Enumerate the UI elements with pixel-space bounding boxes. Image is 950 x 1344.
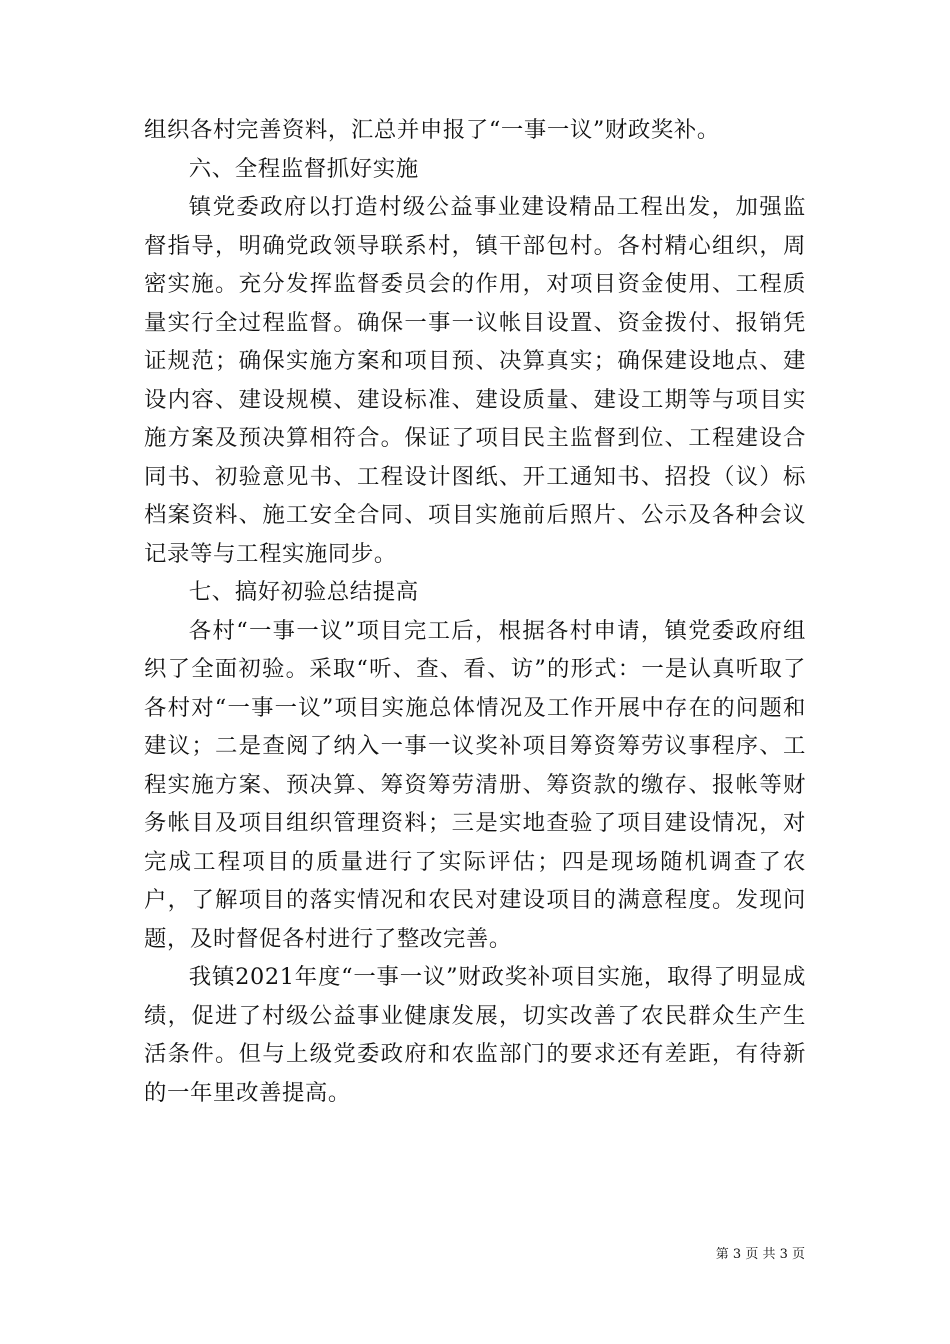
section-heading-6: 六、全程监督抓好实施 xyxy=(188,155,419,182)
paragraph-inspection: 各村“一事一议”项目完工后，根据各村申请，镇党委政府组织了全面初验。采取“听、查、看、访”的形式：一是认真听取了各村对“一事一议”项目实施总体情况及工作开展中存在的问题和建议；二是查阅了纳入一事一议奖补项目筹资筹劳议事程序、工程实施方案、预决算、筹资筹劳清册、筹资款的缴存、报帐等财务帐目及项目组织管理资料；三是实地查验了项目建设情况，对完成工程项目的质量进行了实际评估；四是现场随机调查了农户，了解项目的落实情况和农民对建设项目的满意程度。发现问题，及时督促各村进行了整改完善。 xyxy=(144,617,806,952)
section-heading-7: 七、搞好初验总结提高 xyxy=(188,579,419,605)
paragraph-conclusion: 我镇2021年度“一事一议”财政奖补项目实施，取得了明显成绩，促进了村级公益事业健康发展，切实改善了农民群众生产生活条件。但与上级党委政府和农监部门的要求还有差距，有待新的一年里改善提高。 xyxy=(144,964,806,1106)
document-body xyxy=(144,111,806,1112)
paragraph-continuation: 组织各村完善资料，汇总并申报了“一事一议”财政奖补。 xyxy=(144,117,720,143)
page-number: 第 3 页 共 3 页 xyxy=(715,1247,805,1262)
paragraph-supervision: 镇党委政府以打造村级公益事业建设精品工程出发，加强监督指导，明确党政领导联系村，镇干部包村。各村精心组织，周密实施。充分发挥监督委员会的作用，对项目资金使用、工程质量实行全过程监督。确保一事一议帐目设置、资金拨付、报销凭证规范；确保实施方案和项目预、决算真实；确保建设地点、建设内容、建设规模、建设标准、建设质量、建设工期等与项目实施方案及预决算相符合。保证了项目民主监督到位、工程建设合同书、初验意见书、工程设计图纸、开工通知书、招投（议）标档案资料、施工安全合同、项目实施前后照片、公示及各种会议记录等与工程实施同步。 xyxy=(144,194,806,567)
